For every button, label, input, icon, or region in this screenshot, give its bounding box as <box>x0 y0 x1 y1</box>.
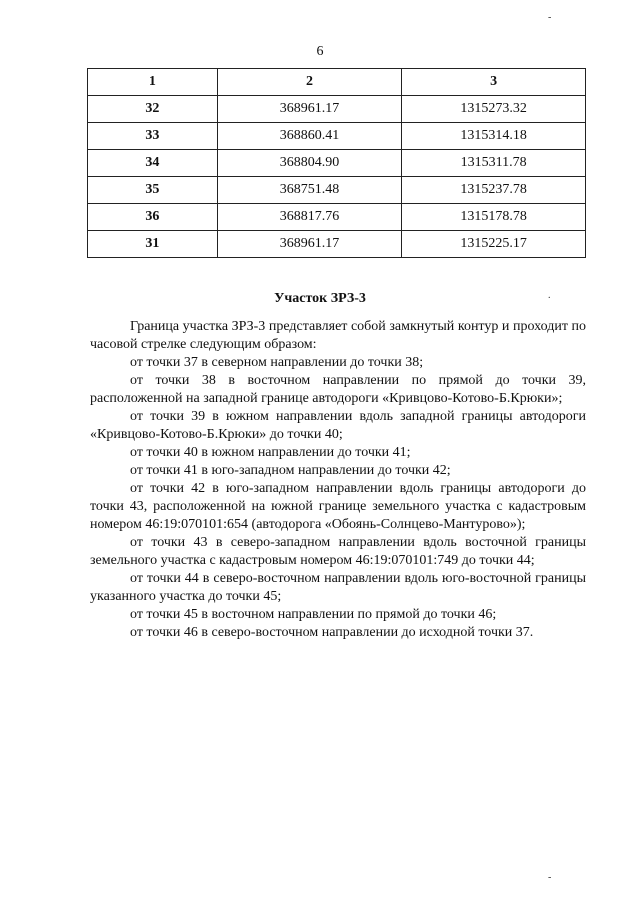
section-title: Участок ЗРЗ-3 <box>274 291 366 306</box>
scan-mark: - <box>548 872 552 883</box>
point-number-cell: 31 <box>88 231 218 258</box>
table-row <box>88 204 586 231</box>
paragraph: от точки 42 в юго-западном направлении вдоль границы автодороги до точки 43, расположенной на южной границе земельного участка с кадастровым номером 46:19:070101:654 (автодорога «Обоянь-Солнцево-Мантурово»); <box>90 481 586 532</box>
point-number-cell: 36 <box>88 204 218 231</box>
x-coordinate-cell: 368804.90 <box>217 150 402 177</box>
point-number-cell: 33 <box>88 123 218 150</box>
x-coordinate-cell: 368961.17 <box>217 231 402 258</box>
paragraph: от точки 44 в северо-восточном направлении вдоль юго-восточной границы указанного участка до точки 45; <box>90 571 586 604</box>
table-row <box>88 123 586 150</box>
x-coordinate-cell: 368961.17 <box>217 96 402 123</box>
y-coordinate-cell: 1315273.32 <box>402 96 586 123</box>
column-header-y: 3 <box>402 69 586 96</box>
table-header-row <box>88 69 586 96</box>
point-number-cell: 35 <box>88 177 218 204</box>
point-number-cell: 32 <box>88 96 218 123</box>
paragraph: от точки 40 в южном направлении до точки 41; <box>130 445 411 460</box>
paragraph: от точки 38 в восточном направлении по прямой до точки 39, расположенной на западной границе автодороги «Кривцово-Котово-Б.Крюки»; <box>90 373 586 406</box>
table-row <box>88 150 586 177</box>
paragraph: от точки 43 в северо-западном направлении вдоль восточной границы земельного участка с кадастровым номером 46:19:070101:749 до точки 44; <box>90 535 586 568</box>
x-coordinate-cell: 368817.76 <box>217 204 402 231</box>
paragraph: от точки 37 в северном направлении до точки 38; <box>130 355 424 370</box>
paragraph: от точки 41 в юго-западном направлении до точки 42; <box>130 463 451 478</box>
scan-mark: - <box>548 12 552 23</box>
paragraph: от точки 45 в восточном направлении по прямой до точки 46; <box>130 607 497 622</box>
paragraph: от точки 46 в северо-восточном направлении до исходной точки 37. <box>130 625 534 640</box>
column-header-point: 1 <box>88 69 218 96</box>
y-coordinate-cell: 1315178.78 <box>402 204 586 231</box>
page-number: 6 <box>316 44 324 59</box>
y-coordinate-cell: 1315225.17 <box>402 231 586 258</box>
scan-mark: . <box>548 290 551 301</box>
table-row <box>88 96 586 123</box>
table-row <box>88 177 586 204</box>
y-coordinate-cell: 1315311.78 <box>402 150 586 177</box>
x-coordinate-cell: 368860.41 <box>217 123 402 150</box>
y-coordinate-cell: 1315314.18 <box>402 123 586 150</box>
paragraph: от точки 39 в южном направлении вдоль западной границы автодороги «Кривцово-Котово-Б.Крюки» до точки 40; <box>90 409 586 442</box>
paragraph: Граница участка ЗРЗ-3 представляет собой замкнутый контур и проходит по часовой стрелке следующим образом: <box>90 319 586 352</box>
y-coordinate-cell: 1315237.78 <box>402 177 586 204</box>
coordinates-table <box>87 68 586 258</box>
table-row <box>88 231 586 258</box>
column-header-x: 2 <box>217 69 402 96</box>
boundary-description <box>90 318 586 642</box>
point-number-cell: 34 <box>88 150 218 177</box>
x-coordinate-cell: 368751.48 <box>217 177 402 204</box>
